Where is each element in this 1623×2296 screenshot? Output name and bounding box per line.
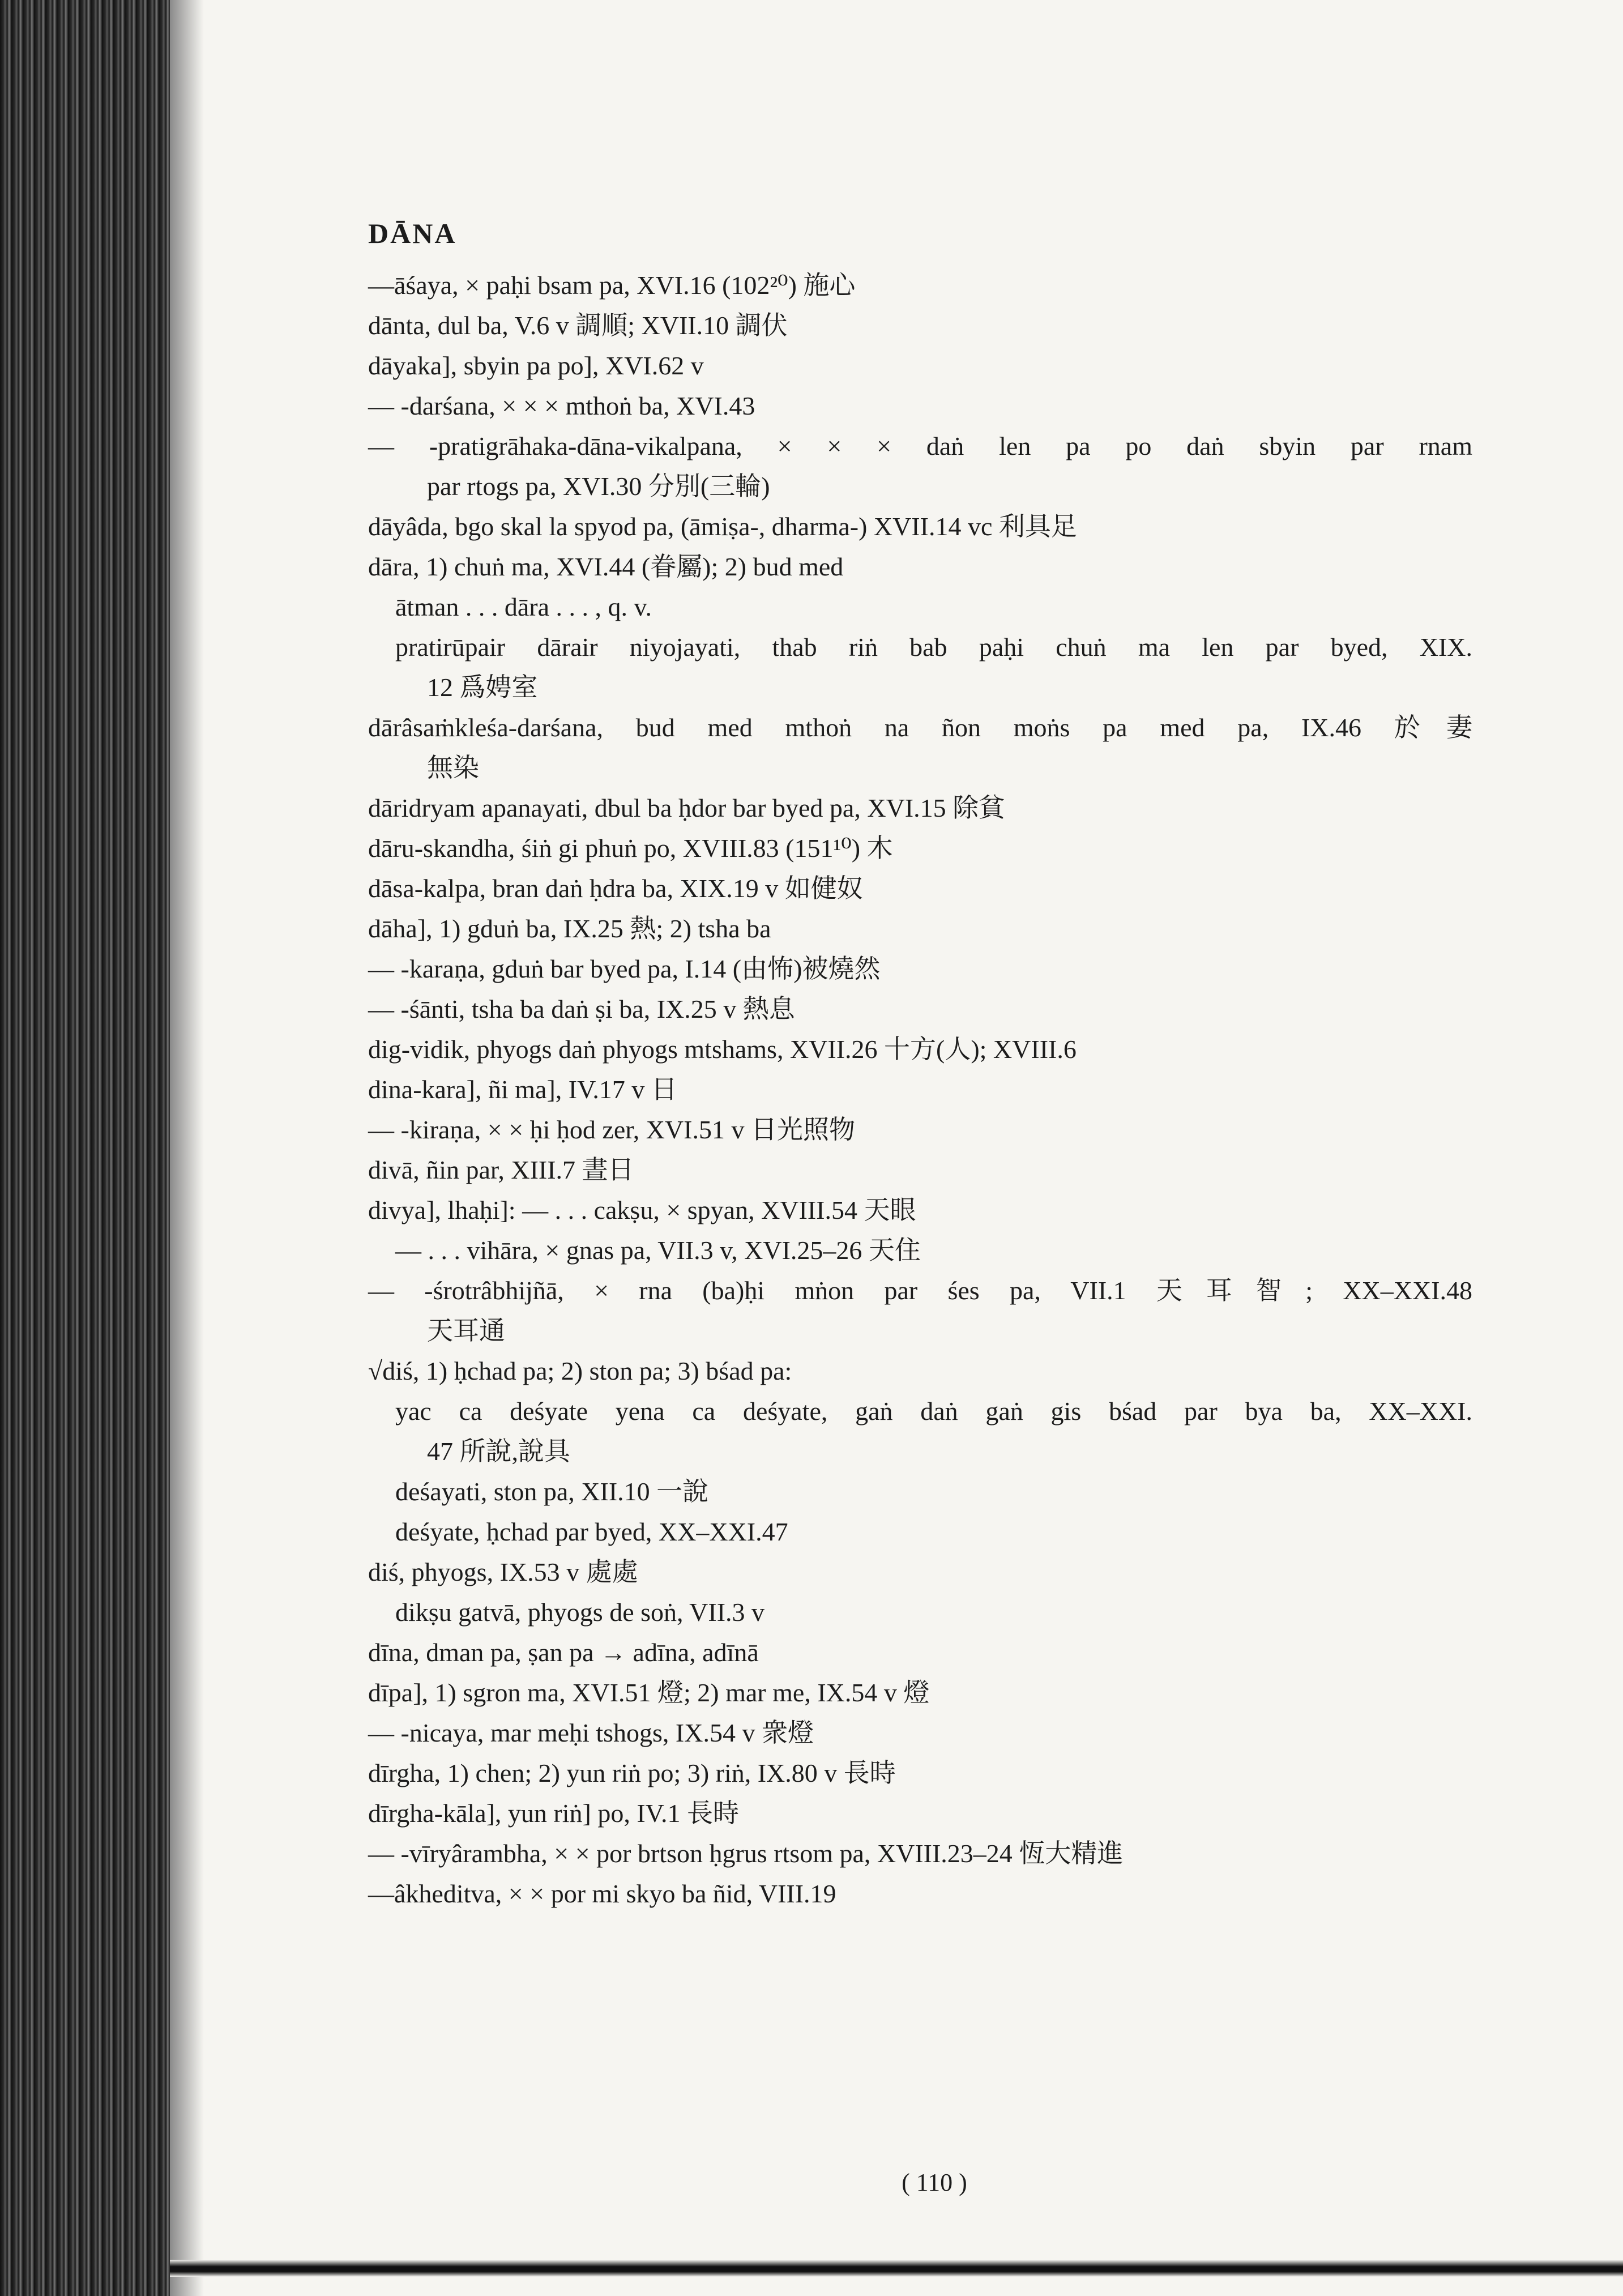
entry-line: — . . . vihāra, × gnas pa, VII.3 v, XVI.25–26 天住	[395, 1236, 921, 1265]
dictionary-page	[368, 214, 1501, 2196]
entry-line: —âkheditva, × × por mi skyo ba ñid, VIII.19	[368, 1879, 836, 1908]
page-number: ( 110 )	[902, 2169, 967, 2196]
entry-line: dig-vidik, phyogs daṅ phyogs mtshams, XVII.26 十方(人); XVIII.6	[368, 1035, 1077, 1064]
entry-line: — -vīryârambha, × × por brtson ḥgrus rtsom pa, XVIII.23–24 恆大精進	[368, 1839, 1124, 1868]
section-heading: DĀNA	[368, 217, 457, 249]
entry-line: dāru-skandha, śiṅ gi phuṅ po, XVIII.83 (151¹⁰) 木	[368, 834, 893, 863]
entry-line: —āśaya, × paḥi bsam pa, XVI.16 (102²⁰) 施心	[368, 271, 856, 300]
entry-line: — -karaṇa, gduṅ bar byed pa, I.14 (由怖)被燒然	[368, 954, 881, 983]
entry-line: 12 爲娉室	[427, 673, 538, 702]
entry-line: dānta, dul ba, V.6 v 調順; XVII.10 調伏	[368, 311, 788, 340]
entry-line: yac ca deśyate yena ca deśyate, gaṅ daṅ gaṅ gis bśad par bya ba, XX–XXI.	[395, 1397, 1472, 1426]
entry-line: dāha], 1) gduṅ ba, IX.25 熱; 2) tsha ba	[368, 914, 771, 943]
entry-line: — -śrotrâbhijñā, × rna (ba)ḥi mṅon par śes pa, VII.1 天耳智; XX–XXI.48	[368, 1276, 1472, 1305]
entry-line: pratirūpair dārair niyojayati, thab riṅ bab paḥi chuṅ ma len par byed, XIX.	[395, 633, 1472, 662]
entry-line: deśayati, ston pa, XII.10 一說	[395, 1477, 709, 1506]
entry-line: √diś, 1) ḥchad pa; 2) ston pa; 3) bśad pa:	[368, 1356, 792, 1385]
entry-line: — -nicaya, mar meḥi tshogs, IX.54 v 衆燈	[368, 1718, 814, 1747]
scan-edge	[170, 2260, 1623, 2277]
entry-line: ātman . . . dāra . . . , q. v.	[395, 592, 652, 621]
entry-list	[368, 265, 1501, 1914]
entry-line: dīpa], 1) sgron ma, XVI.51 燈; 2) mar me, IX.54 v 燈	[368, 1678, 930, 1707]
entry-line: dīna, dman pa, ṣan pa → adīna, adīnā	[368, 1638, 759, 1667]
entry-line: dāra, 1) chuṅ ma, XVI.44 (眷屬); 2) bud med	[368, 552, 844, 581]
entry-line: dāridryam apanayati, dbul ba ḥdor bar byed pa, XVI.15 除貧	[368, 793, 1005, 822]
entry-line: dāyaka], sbyin pa po], XVI.62 v	[368, 351, 704, 380]
entry-line: — -pratigrāhaka-dāna-vikalpana, × × × daṅ len pa po daṅ sbyin par rnam	[368, 432, 1472, 460]
entry-line: diś, phyogs, IX.53 v 處處	[368, 1557, 638, 1586]
entry-line: 47 所說,說具	[427, 1437, 570, 1466]
entry-line: 天耳通	[427, 1316, 505, 1345]
entry-line: 無染	[427, 753, 479, 782]
entry-line: deśyate, ḥchad par byed, XX–XXI.47	[395, 1517, 788, 1546]
entry-line: dikṣu gatvā, phyogs de soṅ, VII.3 v	[395, 1598, 765, 1627]
entry-line: — -darśana, × × × mthoṅ ba, XVI.43	[368, 391, 755, 420]
entry-line: dārâsaṁkleśa-darśana, bud med mthoṅ na ñon moṅs pa med pa, IX.46 於妻	[368, 713, 1472, 742]
gutter-shadow	[170, 0, 204, 2296]
entry-line: — -kiraṇa, × × ḥi ḥod zer, XVI.51 v 日光照物	[368, 1115, 855, 1144]
entry-line: dīrgha, 1) chen; 2) yun riṅ po; 3) riṅ, IX.80 v 長時	[368, 1759, 896, 1787]
entry-line: dīrgha-kāla], yun riṅ] po, IV.1 長時	[368, 1799, 739, 1828]
book-gutter	[0, 0, 193, 2296]
entry-line: par rtogs pa, XVI.30 分別(三輪)	[427, 472, 770, 501]
entry-line: divya], lhaḥi]: — . . . cakṣu, × spyan, XVIII.54 天眼	[368, 1196, 916, 1224]
entry-line: dina-kara], ñi ma], IV.17 v 日	[368, 1075, 677, 1104]
entry-line: — -śānti, tsha ba daṅ ṣi ba, IX.25 v 熱息	[368, 995, 795, 1023]
entry-line: divā, ñin par, XIII.7 晝日	[368, 1155, 634, 1184]
entry-line: dāyâda, bgo skal la spyod pa, (āmiṣa-, dharma-) XVII.14 vc 利具足	[368, 512, 1077, 541]
entry-line: dāsa-kalpa, bran daṅ ḥdra ba, XIX.19 v 如健奴	[368, 874, 863, 903]
